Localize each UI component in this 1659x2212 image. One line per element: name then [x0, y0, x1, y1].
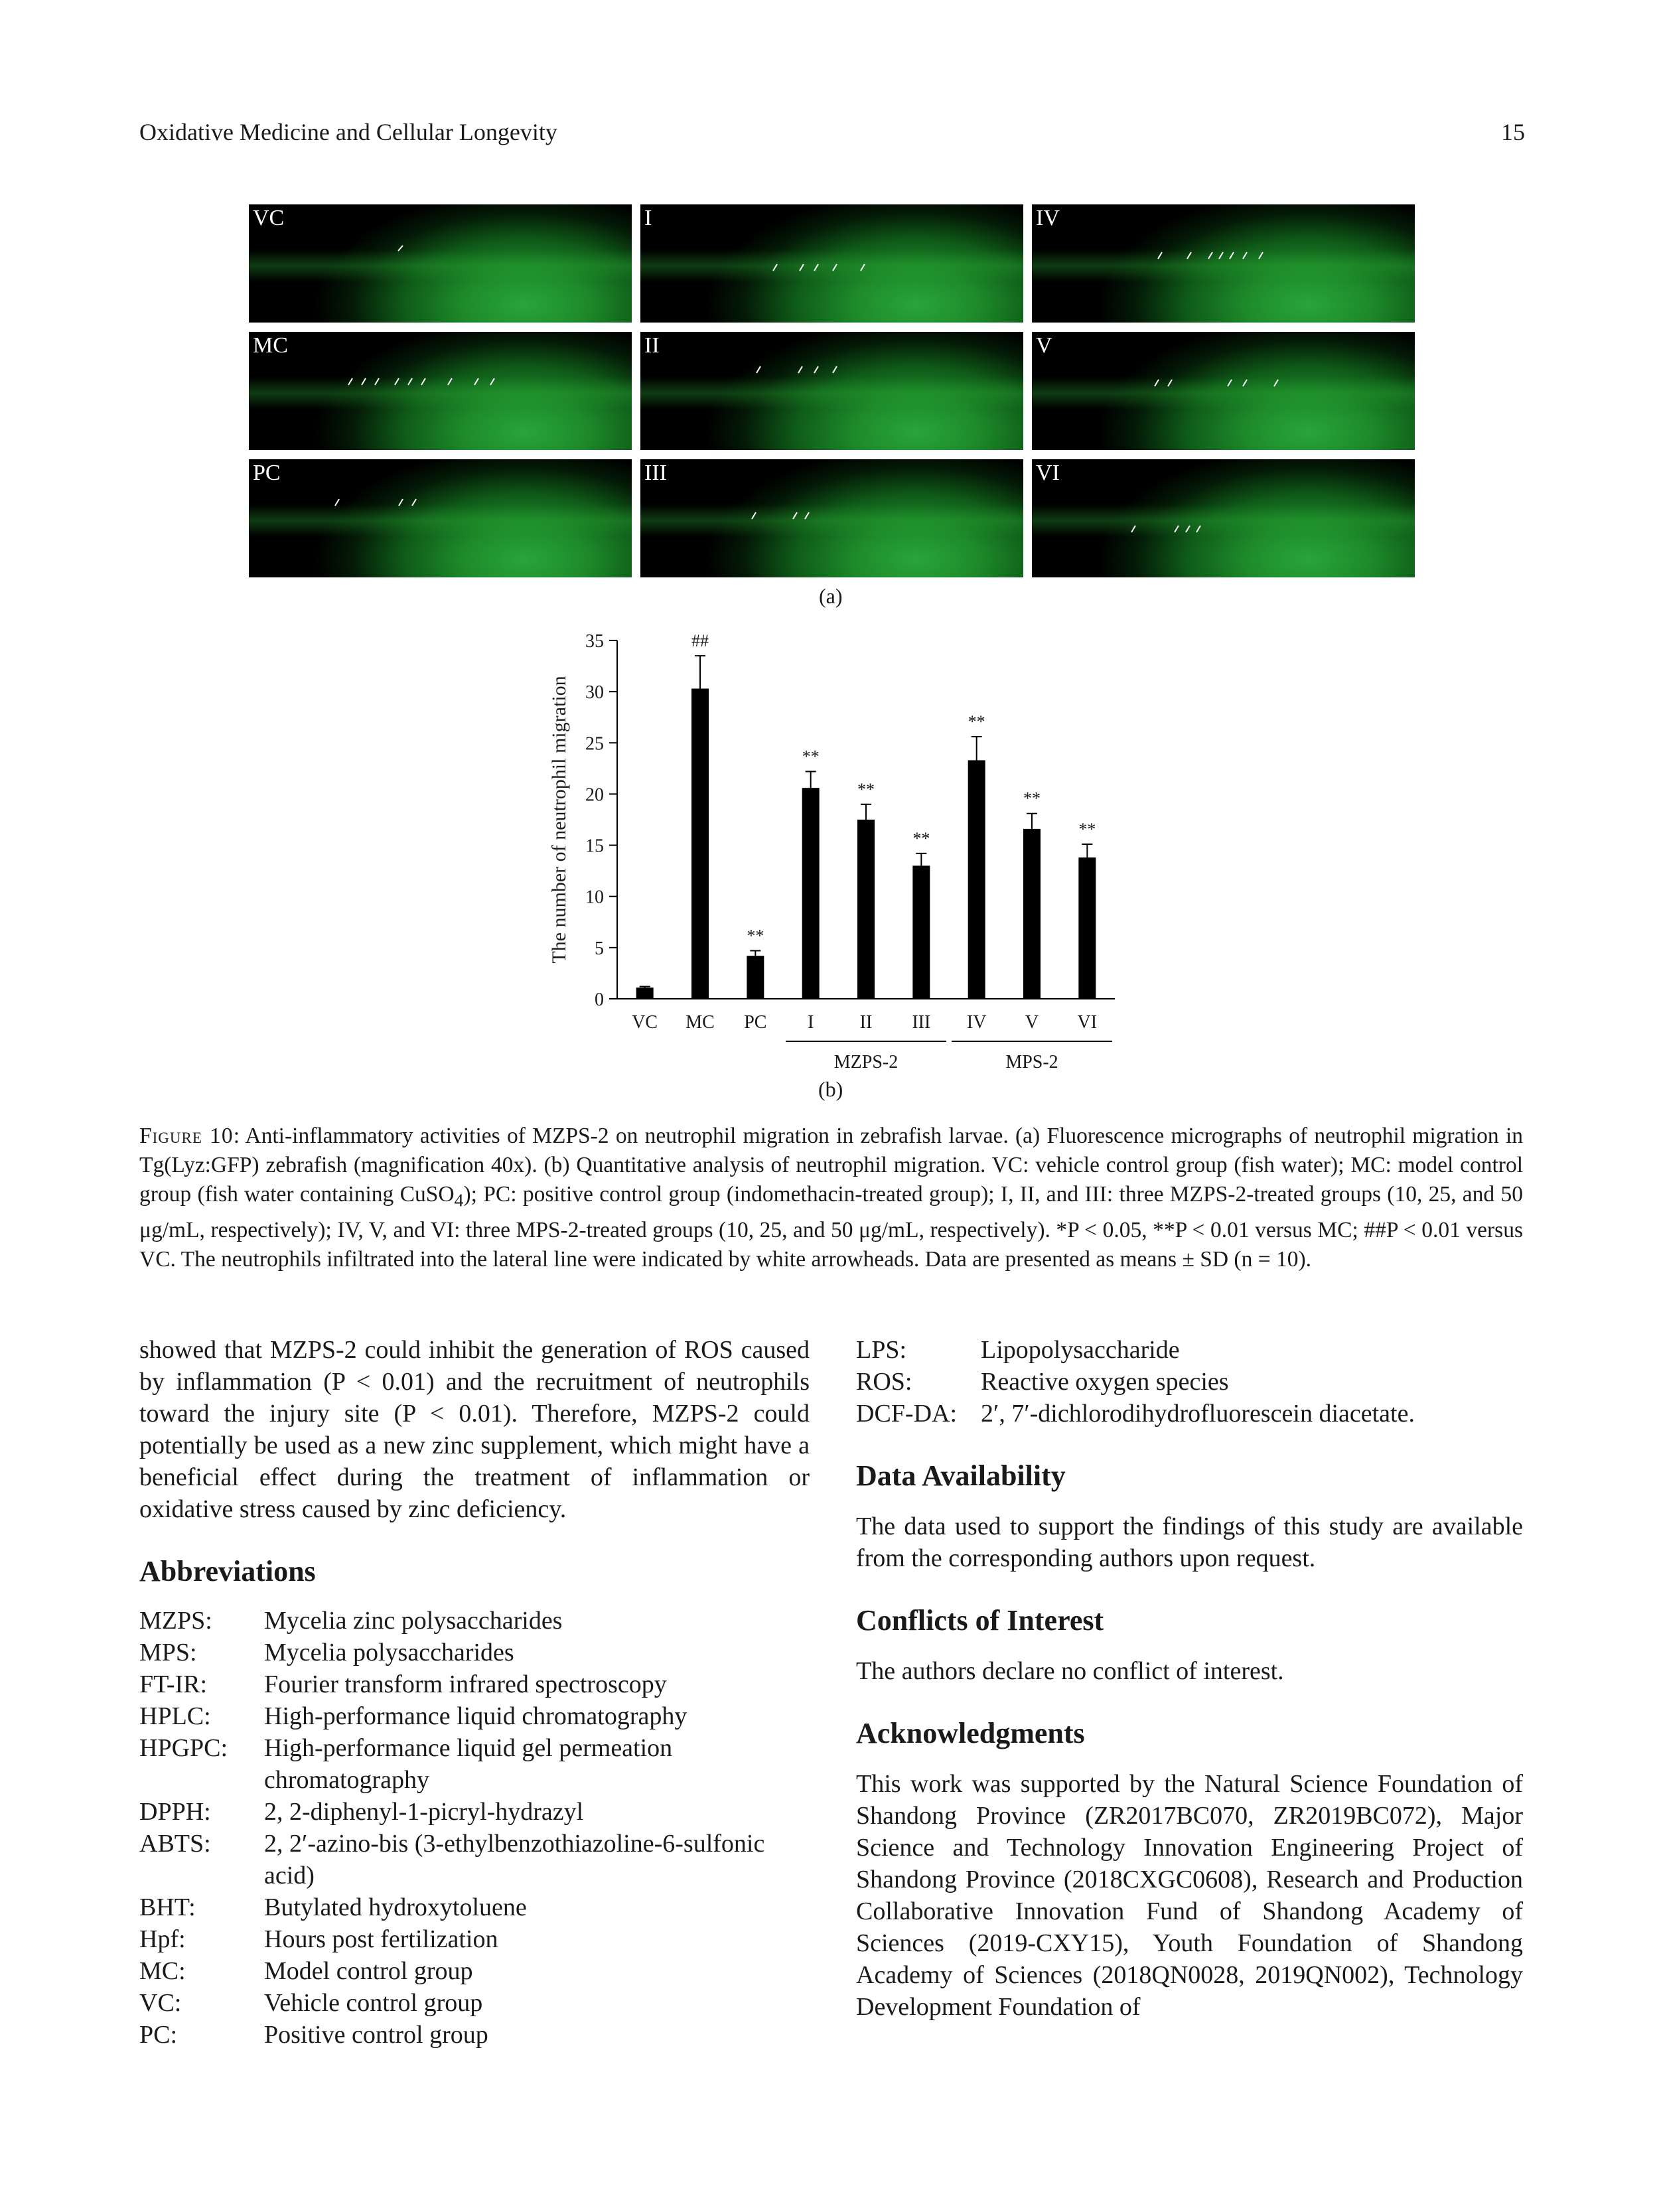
bar	[802, 788, 820, 999]
abbreviation-definition: 2, 2-diphenyl-1-picryl-hydrazyl	[264, 1798, 584, 1826]
category-label: IV	[966, 1012, 987, 1033]
conflicts-heading: Conflicts of Interest	[856, 1604, 1104, 1637]
category-label: VI	[1077, 1012, 1098, 1033]
micrograph-ii	[640, 332, 1023, 450]
panel-label: V	[1036, 333, 1052, 358]
bar	[968, 761, 985, 999]
abbreviation-term: VC:	[139, 1989, 182, 2017]
data-availability-text: The data used to support the findings of this study are available from the corresponding authors upon request.	[856, 1512, 1523, 1572]
abbreviation-term: MPS:	[139, 1639, 197, 1666]
bar	[912, 865, 930, 999]
panel-label: IV	[1036, 206, 1060, 230]
y-tick-label: 10	[585, 887, 604, 908]
abbreviations-list-continued	[856, 1334, 1523, 1430]
abbreviation-definition: High-performance liquid chromatography	[264, 1702, 687, 1730]
abbreviation-definition: Mycelia polysaccharides	[264, 1639, 514, 1666]
micrograph-vc	[249, 204, 632, 323]
y-tick-label: 35	[585, 631, 604, 652]
abbreviations-list	[139, 1605, 810, 2051]
data-availability-heading: Data Availability	[856, 1459, 1066, 1492]
significance-label: **	[1078, 820, 1096, 840]
significance-label: **	[968, 712, 985, 732]
micrograph-grid	[249, 204, 1417, 577]
micrograph-vi	[1032, 459, 1415, 577]
y-tick-label: 0	[595, 990, 604, 1010]
y-tick-label: 5	[595, 938, 604, 959]
abbreviation-definition: Positive control group	[264, 2021, 488, 2049]
y-tick-label: 15	[585, 836, 604, 857]
bar	[747, 956, 764, 999]
micrograph-v	[1032, 332, 1415, 450]
y-tick-label: 25	[585, 733, 604, 755]
panel-label: MC	[253, 333, 288, 358]
micrograph-mc	[249, 332, 632, 450]
significance-label: **	[912, 828, 930, 848]
abbreviation-definition: 2′, 7′-dichlorodihydrofluorescein diacetate.	[981, 1400, 1415, 1428]
figure-caption	[139, 1122, 1523, 1274]
abbreviation-definition: Vehicle control group	[264, 1989, 483, 2017]
significance-label: **	[1023, 788, 1041, 808]
right-column	[856, 1334, 1523, 2023]
figure-caption-text-2: ); PC: positive control group (indomethacin-treated group); I, II, and III: three MZPS-2-treated groups (10, 25, and 50 μg/mL, respectively); IV, V, and VI: three MPS-2-treated groups (10, 25, and 50 μg/mL, respectively). *P < 0.05, **P < 0.01 versus MC; ##P < 0.01 versus VC. The neutrophils infiltrated into the lateral line were indicated by white arrowheads. Data are presented as means ± SD (n = 10).	[139, 1182, 1523, 1272]
abbreviation-term: HPLC:	[139, 1702, 211, 1730]
y-tick-label: 30	[585, 682, 604, 703]
journal-title: Oxidative Medicine and Cellular Longevity	[139, 119, 557, 145]
panel-label: II	[644, 333, 660, 358]
panel-b-caption: (b)	[818, 1077, 843, 1101]
panel-label: III	[644, 461, 667, 485]
abbreviation-term: FT-IR:	[139, 1670, 208, 1698]
group-label: MZPS-2	[833, 1052, 899, 1072]
abbreviation-definition: Butylated hydroxytoluene	[264, 1893, 527, 1921]
group-label: MPS-2	[1005, 1052, 1058, 1072]
abbreviation-definition: Hours post fertilization	[264, 1925, 498, 1953]
acknowledgments-heading: Acknowledgments	[856, 1717, 1085, 1749]
panel-label: PC	[253, 461, 281, 485]
category-label: PC	[744, 1012, 767, 1033]
left-column	[139, 1334, 810, 2051]
panel-label: I	[644, 206, 652, 230]
y-tick-label: 20	[585, 784, 604, 806]
abbreviation-term: LPS:	[856, 1336, 907, 1364]
conclusion-paragraph: showed that MZPS-2 could inhibit the generation of ROS caused by inflammation (P < 0.01) and the recruitment of neutrophils toward the injury site (P < 0.01). Therefore, MZPS-2 could potentially be used as a new zinc supplement, which might have a beneficial effect during the treatment of inflammation or oxidative stress caused by zinc deficiency.	[139, 1336, 810, 1523]
abbreviation-term: DPPH:	[139, 1798, 211, 1826]
abbreviation-term: PC:	[139, 2021, 178, 2049]
abbreviation-term: MC:	[139, 1957, 186, 1985]
abbreviation-definition: 2, 2′-azino-bis (3-ethylbenzothiazoline-6-sulfonic acid)	[264, 1830, 765, 1889]
category-label: MC	[685, 1012, 715, 1033]
abbreviation-definition: High-performance liquid gel permeation chromatography	[264, 1734, 673, 1794]
abbreviation-term: ABTS:	[139, 1830, 211, 1858]
significance-label: **	[802, 747, 820, 767]
category-label: I	[808, 1012, 814, 1033]
abbreviation-term: DCF-DA:	[856, 1400, 958, 1428]
figure-label: Figure 10	[139, 1124, 234, 1148]
micrograph-pc	[249, 459, 632, 577]
micrograph-i	[640, 204, 1023, 323]
abbreviation-definition: Reactive oxygen species	[981, 1368, 1229, 1396]
abbreviations-heading: Abbreviations	[139, 1555, 316, 1587]
significance-label: **	[857, 779, 875, 799]
panel-a-caption: (a)	[819, 584, 843, 608]
significance-label: ##	[691, 631, 709, 651]
abbreviation-term: ROS:	[856, 1368, 912, 1396]
abbreviation-term: BHT:	[139, 1893, 196, 1921]
micrograph-iii	[640, 459, 1023, 577]
figure-caption-sub: 4	[454, 1190, 464, 1211]
acknowledgments-text: This work was supported by the Natural Science Foundation of Shandong Province (ZR2017BC070, ZR2019BC072), Major Science and Technology Innovation Engineering Project of Shandong Province (2018CXGC0608), Research and Production Collaborative Innovation Fund of Shandong Academy of Sciences (2019-CXY15), Youth Foundation of Shandong Academy of Sciences (2018QN0028, 2019QN002), Technology Development Foundation of	[856, 1770, 1523, 2021]
significance-label: **	[747, 926, 764, 946]
micrograph-iv	[1032, 204, 1415, 323]
bar	[857, 820, 875, 999]
abbreviation-term: HPGPC:	[139, 1734, 228, 1762]
neutrophil-bar-chart	[531, 624, 1128, 1075]
conflicts-text: The authors declare no conflict of interest.	[856, 1657, 1284, 1685]
figure-caption-text: : Anti-inflammatory activities of MZPS-2 on neutrophil migration in zebrafish larvae. (a) Fluorescence micrographs of neutrophil migration in Tg(Lyz:GFP) zebrafish (magnification 40x). (b) Quantitative analysis of neutrophil migration. VC: vehicle control group (fish water); MC: model control group (fish water containing CuSO	[139, 1124, 1523, 1207]
panel-label: VI	[1036, 461, 1060, 485]
bar	[636, 988, 654, 999]
bar	[1078, 857, 1096, 999]
bar	[1023, 829, 1041, 999]
page-number: 15	[1501, 119, 1525, 145]
abbreviation-definition: Fourier transform infrared spectroscopy	[264, 1670, 667, 1698]
abbreviation-term: Hpf:	[139, 1925, 186, 1953]
abbreviation-definition: Mycelia zinc polysaccharides	[264, 1607, 563, 1635]
abbreviation-term: MZPS:	[139, 1607, 212, 1635]
category-label: V	[1025, 1012, 1039, 1033]
abbreviation-definition: Model control group	[264, 1957, 473, 1985]
abbreviation-definition: Lipopolysaccharide	[981, 1336, 1180, 1364]
bar	[691, 689, 709, 999]
category-label: VC	[632, 1012, 658, 1033]
y-axis-label: The number of neutrophil migration	[548, 676, 570, 964]
panel-label: VC	[253, 206, 285, 230]
category-label: III	[912, 1012, 931, 1033]
category-label: II	[859, 1012, 873, 1033]
